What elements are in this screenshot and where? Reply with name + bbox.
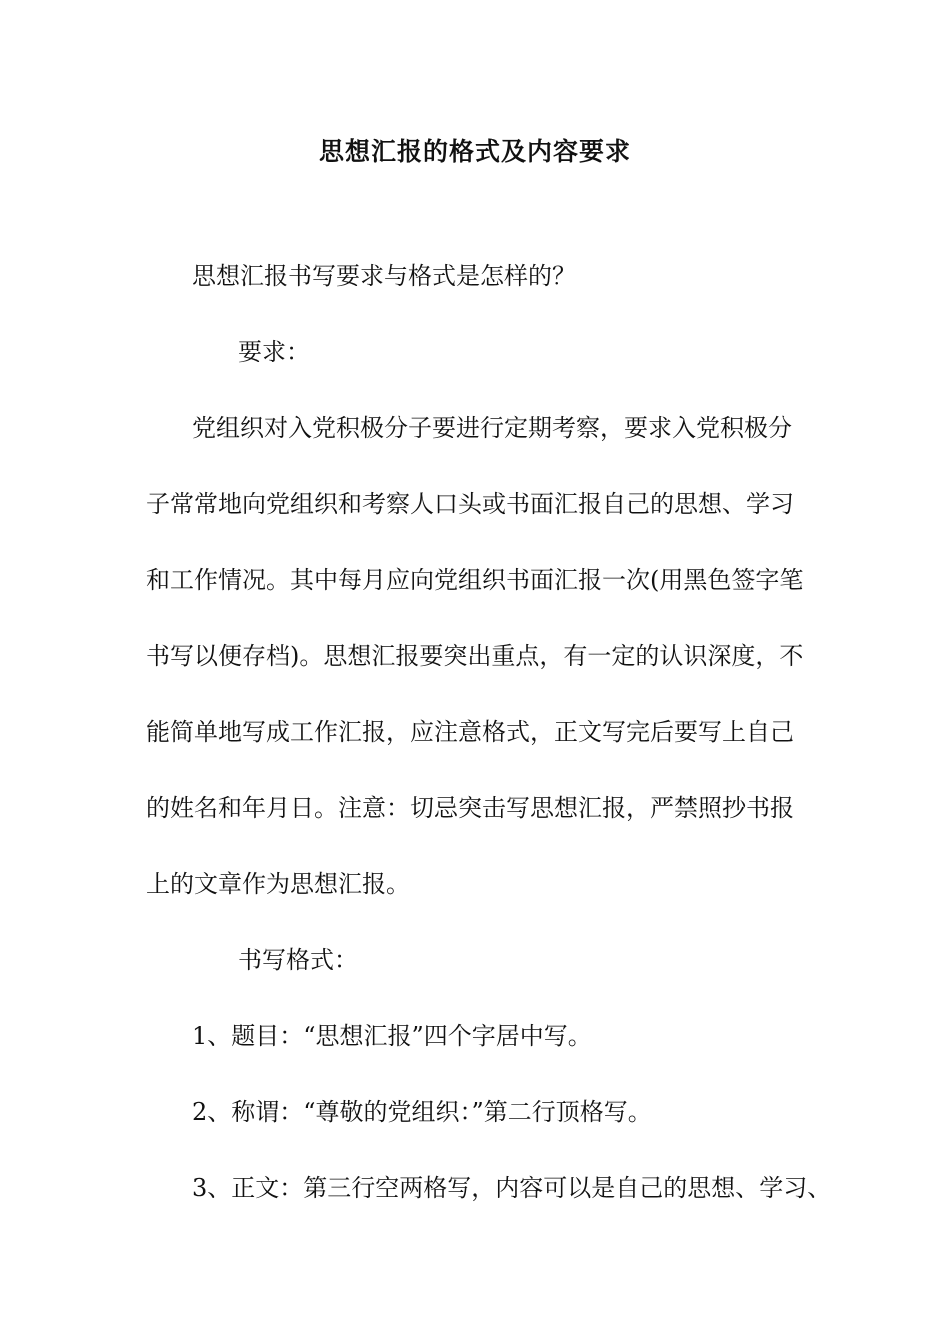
question-line: 思想汇报书写要求与格式是怎样的？ xyxy=(192,262,576,290)
format-heading xyxy=(146,922,826,998)
format-item-1 xyxy=(146,998,826,1074)
format-item-2 xyxy=(146,1074,826,1150)
format-heading-text: 书写格式： xyxy=(238,946,358,974)
question-paragraph xyxy=(146,238,826,314)
requirements-line: 的姓名和年月日。注意：切忌突击写思想汇报，严禁照抄书报 xyxy=(146,794,794,822)
document-title: 思想汇报的格式及内容要求 xyxy=(318,137,631,166)
format-item-3 xyxy=(146,1150,832,1226)
requirements-line: 能简单地写成工作汇报，应注意格式，正文写完后要写上自己 xyxy=(146,718,794,746)
format-item-text: 2、称谓：“尊敬的党组织：”第二行顶格写。 xyxy=(192,1098,652,1126)
format-item-text: 3、正文：第三行空两格写，内容可以是自己的思想、学习、 xyxy=(192,1174,832,1202)
requirements-line: 和工作情况。其中每月应向党组织书面汇报一次(用黑色签字笔 xyxy=(146,566,804,594)
requirements-line: 上的文章作为思想汇报。 xyxy=(146,870,410,898)
requirements-heading xyxy=(146,314,826,390)
requirements-heading-text: 要求： xyxy=(238,338,310,366)
requirements-paragraph xyxy=(146,390,826,922)
requirements-line: 党组织对入党积极分子要进行定期考察，要求入党积极分 xyxy=(192,414,792,442)
requirements-line: 子常常地向党组织和考察人口头或书面汇报自己的思想、学习 xyxy=(146,490,794,518)
format-item-text: 1、题目：“思想汇报”四个字居中写。 xyxy=(192,1022,592,1050)
requirements-line: 书写以便存档)。思想汇报要突出重点，有一定的认识深度，不 xyxy=(146,642,804,670)
